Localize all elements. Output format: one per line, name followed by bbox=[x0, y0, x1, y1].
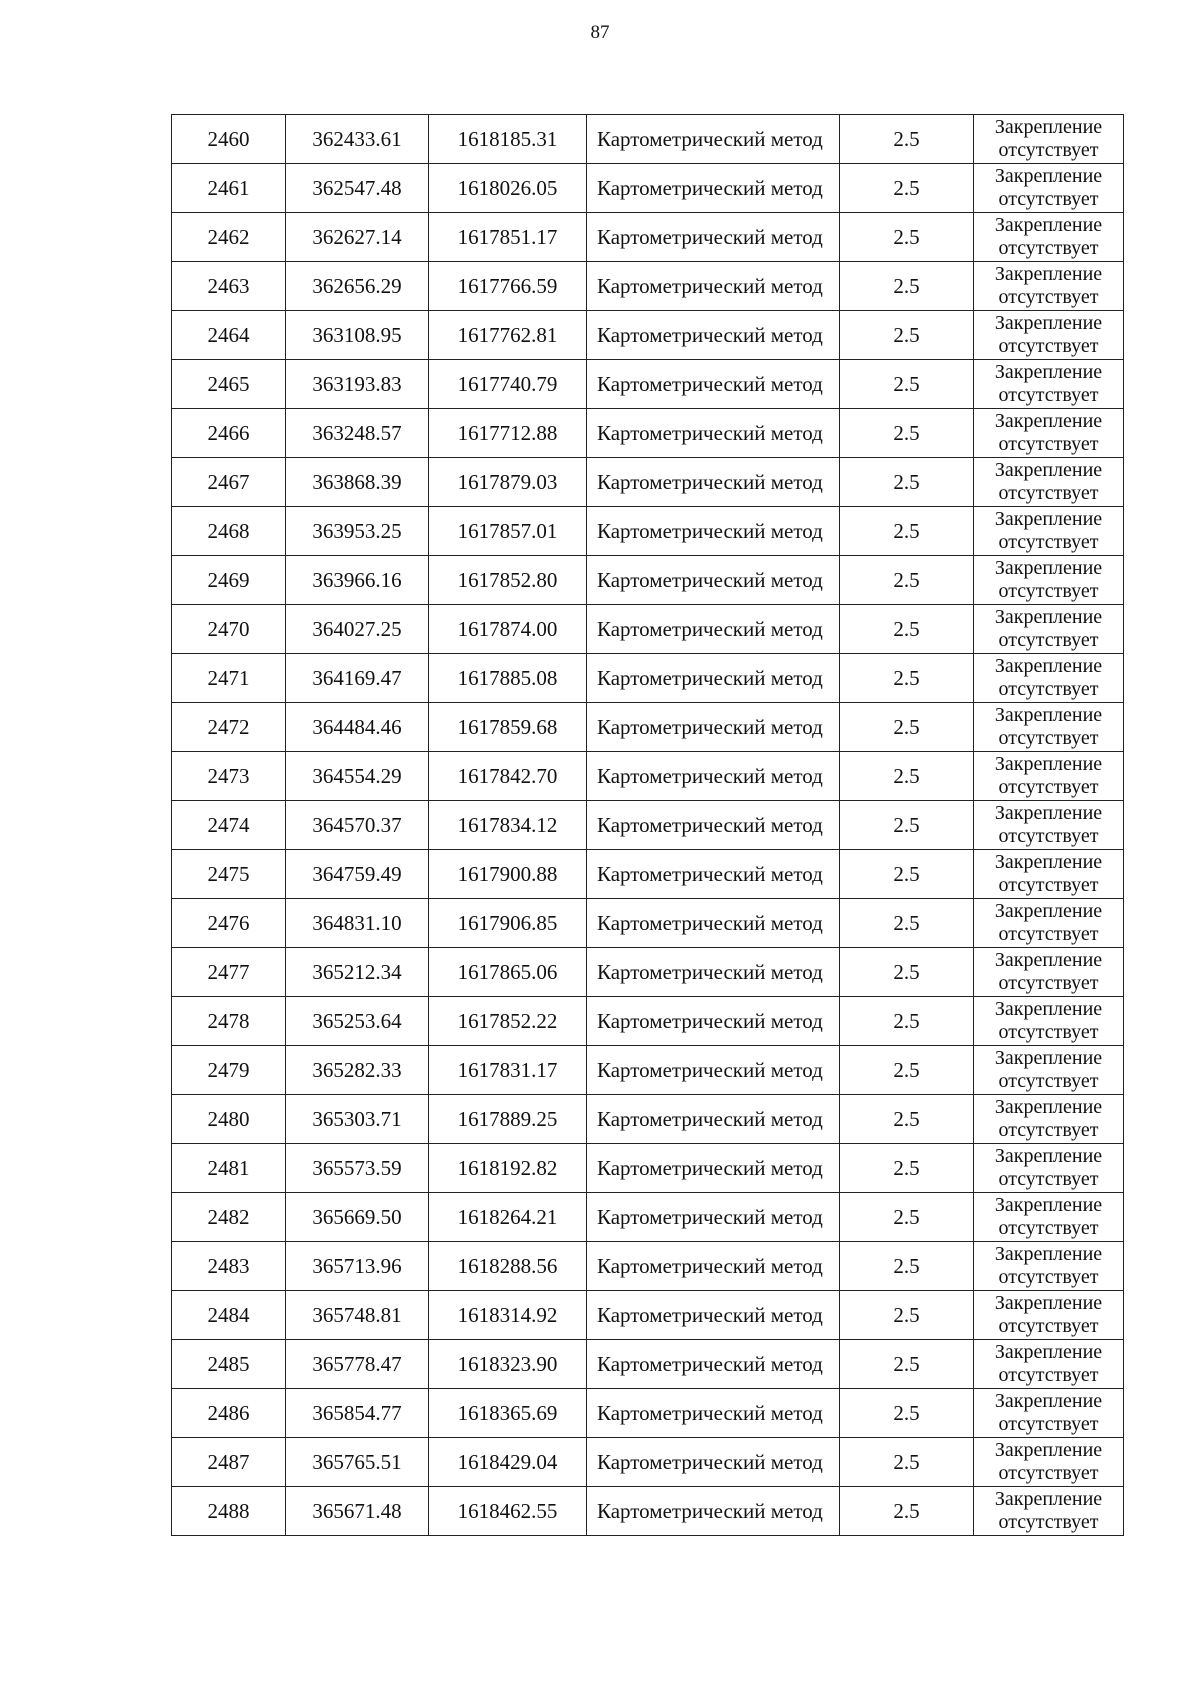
method-cell: Картометрический метод bbox=[587, 1389, 840, 1438]
point-number-cell: 2463 bbox=[172, 262, 286, 311]
accuracy-cell: 2.5 bbox=[840, 997, 974, 1046]
x-coordinate-cell: 365303.71 bbox=[286, 1095, 429, 1144]
fixation-text: Закрепление bbox=[994, 116, 1103, 138]
fixation-text: отсутствует bbox=[998, 433, 1099, 455]
fixation-text: Закрепление bbox=[994, 1488, 1103, 1510]
point-number-cell: 2468 bbox=[172, 507, 286, 556]
y-coordinate-cell: 1617831.17 bbox=[429, 1046, 587, 1095]
table-row bbox=[172, 948, 1124, 997]
x-coordinate-cell: 363248.57 bbox=[286, 409, 429, 458]
method-cell: Картометрический метод bbox=[587, 801, 840, 850]
accuracy-cell: 2.5 bbox=[840, 213, 974, 262]
method-cell: Картометрический метод bbox=[587, 360, 840, 409]
method-cell: Картометрический метод bbox=[587, 164, 840, 213]
y-coordinate-cell: 1617852.22 bbox=[429, 997, 587, 1046]
fixation-text: Закрепление bbox=[994, 214, 1103, 236]
table-row bbox=[172, 1242, 1124, 1291]
fixation-cell bbox=[974, 556, 1124, 605]
x-coordinate-cell: 364570.37 bbox=[286, 801, 429, 850]
table-row bbox=[172, 1144, 1124, 1193]
point-number-cell: 2476 bbox=[172, 899, 286, 948]
table-row bbox=[172, 801, 1124, 850]
point-number-cell: 2485 bbox=[172, 1340, 286, 1389]
y-coordinate-cell: 1617842.70 bbox=[429, 752, 587, 801]
fixation-cell bbox=[974, 1291, 1124, 1340]
y-coordinate-cell: 1618314.92 bbox=[429, 1291, 587, 1340]
y-coordinate-cell: 1617865.06 bbox=[429, 948, 587, 997]
x-coordinate-cell: 362433.61 bbox=[286, 115, 429, 164]
y-coordinate-cell: 1617874.00 bbox=[429, 605, 587, 654]
fixation-cell bbox=[974, 507, 1124, 556]
x-coordinate-cell: 362547.48 bbox=[286, 164, 429, 213]
y-coordinate-cell: 1617906.85 bbox=[429, 899, 587, 948]
accuracy-cell: 2.5 bbox=[840, 605, 974, 654]
accuracy-cell: 2.5 bbox=[840, 115, 974, 164]
y-coordinate-cell: 1618365.69 bbox=[429, 1389, 587, 1438]
fixation-text: отсутствует bbox=[998, 825, 1099, 847]
accuracy-cell: 2.5 bbox=[840, 1046, 974, 1095]
x-coordinate-cell: 362656.29 bbox=[286, 262, 429, 311]
fixation-cell bbox=[974, 1242, 1124, 1291]
fixation-text: Закрепление bbox=[994, 508, 1103, 530]
y-coordinate-cell: 1617852.80 bbox=[429, 556, 587, 605]
accuracy-cell: 2.5 bbox=[840, 899, 974, 948]
table-row bbox=[172, 605, 1124, 654]
fixation-text: Закрепление bbox=[994, 1047, 1103, 1069]
fixation-text: отсутствует bbox=[998, 776, 1099, 798]
fixation-text: Закрепление bbox=[994, 1292, 1103, 1314]
fixation-text: Закрепление bbox=[994, 1194, 1103, 1216]
accuracy-cell: 2.5 bbox=[840, 850, 974, 899]
accuracy-cell: 2.5 bbox=[840, 409, 974, 458]
fixation-text: Закрепление bbox=[994, 606, 1103, 628]
accuracy-cell: 2.5 bbox=[840, 1095, 974, 1144]
x-coordinate-cell: 363966.16 bbox=[286, 556, 429, 605]
method-cell: Картометрический метод bbox=[587, 654, 840, 703]
table-row bbox=[172, 115, 1124, 164]
fixation-cell bbox=[974, 1438, 1124, 1487]
method-cell: Картометрический метод bbox=[587, 1487, 840, 1536]
method-cell: Картометрический метод bbox=[587, 1291, 840, 1340]
fixation-text: отсутствует bbox=[998, 923, 1099, 945]
method-cell: Картометрический метод bbox=[587, 409, 840, 458]
fixation-cell bbox=[974, 262, 1124, 311]
accuracy-cell: 2.5 bbox=[840, 948, 974, 997]
y-coordinate-cell: 1618462.55 bbox=[429, 1487, 587, 1536]
method-cell: Картометрический метод bbox=[587, 311, 840, 360]
table-row bbox=[172, 1340, 1124, 1389]
fixation-text: отсутствует bbox=[998, 1070, 1099, 1092]
fixation-text: отсутствует bbox=[998, 1413, 1099, 1435]
fixation-text: отсутствует bbox=[998, 1119, 1099, 1141]
y-coordinate-cell: 1617859.68 bbox=[429, 703, 587, 752]
point-number-cell: 2483 bbox=[172, 1242, 286, 1291]
page-number: 87 bbox=[590, 22, 610, 43]
fixation-text: Закрепление bbox=[994, 410, 1103, 432]
fixation-text: Закрепление bbox=[994, 1390, 1103, 1412]
point-number-cell: 2461 bbox=[172, 164, 286, 213]
fixation-cell bbox=[974, 752, 1124, 801]
y-coordinate-cell: 1618429.04 bbox=[429, 1438, 587, 1487]
fixation-text: отсутствует bbox=[998, 531, 1099, 553]
point-number-cell: 2471 bbox=[172, 654, 286, 703]
fixation-text: Закрепление bbox=[994, 998, 1103, 1020]
fixation-text: отсутствует bbox=[998, 188, 1099, 210]
x-coordinate-cell: 364831.10 bbox=[286, 899, 429, 948]
method-cell: Картометрический метод bbox=[587, 605, 840, 654]
table-row bbox=[172, 1291, 1124, 1340]
accuracy-cell: 2.5 bbox=[840, 507, 974, 556]
method-cell: Картометрический метод bbox=[587, 752, 840, 801]
fixation-cell bbox=[974, 164, 1124, 213]
fixation-text: Закрепление bbox=[994, 753, 1103, 775]
point-number-cell: 2462 bbox=[172, 213, 286, 262]
fixation-text: отсутствует bbox=[998, 1511, 1099, 1533]
method-cell: Картометрический метод bbox=[587, 850, 840, 899]
fixation-cell bbox=[974, 311, 1124, 360]
fixation-text: отсутствует bbox=[998, 1462, 1099, 1484]
point-number-cell: 2465 bbox=[172, 360, 286, 409]
y-coordinate-cell: 1618288.56 bbox=[429, 1242, 587, 1291]
y-coordinate-cell: 1617885.08 bbox=[429, 654, 587, 703]
fixation-text: Закрепление bbox=[994, 557, 1103, 579]
table-row bbox=[172, 752, 1124, 801]
table-row bbox=[172, 409, 1124, 458]
accuracy-cell: 2.5 bbox=[840, 458, 974, 507]
method-cell: Картометрический метод bbox=[587, 1046, 840, 1095]
fixation-text: отсутствует bbox=[998, 482, 1099, 504]
fixation-cell bbox=[974, 360, 1124, 409]
x-coordinate-cell: 364169.47 bbox=[286, 654, 429, 703]
accuracy-cell: 2.5 bbox=[840, 654, 974, 703]
fixation-text: отсутствует bbox=[998, 580, 1099, 602]
x-coordinate-cell: 365854.77 bbox=[286, 1389, 429, 1438]
accuracy-cell: 2.5 bbox=[840, 311, 974, 360]
table-row bbox=[172, 899, 1124, 948]
y-coordinate-cell: 1618185.31 bbox=[429, 115, 587, 164]
accuracy-cell: 2.5 bbox=[840, 752, 974, 801]
method-cell: Картометрический метод bbox=[587, 948, 840, 997]
fixation-cell bbox=[974, 409, 1124, 458]
fixation-text: Закрепление bbox=[994, 949, 1103, 971]
x-coordinate-cell: 364759.49 bbox=[286, 850, 429, 899]
method-cell: Картометрический метод bbox=[587, 507, 840, 556]
fixation-cell bbox=[974, 1487, 1124, 1536]
y-coordinate-cell: 1618192.82 bbox=[429, 1144, 587, 1193]
method-cell: Картометрический метод bbox=[587, 1340, 840, 1389]
x-coordinate-cell: 365671.48 bbox=[286, 1487, 429, 1536]
accuracy-cell: 2.5 bbox=[840, 164, 974, 213]
fixation-text: Закрепление bbox=[994, 655, 1103, 677]
x-coordinate-cell: 365253.64 bbox=[286, 997, 429, 1046]
point-number-cell: 2478 bbox=[172, 997, 286, 1046]
accuracy-cell: 2.5 bbox=[840, 1340, 974, 1389]
x-coordinate-cell: 364554.29 bbox=[286, 752, 429, 801]
y-coordinate-cell: 1618026.05 bbox=[429, 164, 587, 213]
fixation-text: отсутствует bbox=[998, 874, 1099, 896]
table-row bbox=[172, 654, 1124, 703]
method-cell: Картометрический метод bbox=[587, 1095, 840, 1144]
point-number-cell: 2480 bbox=[172, 1095, 286, 1144]
accuracy-cell: 2.5 bbox=[840, 1438, 974, 1487]
accuracy-cell: 2.5 bbox=[840, 1487, 974, 1536]
fixation-text: отсутствует bbox=[998, 286, 1099, 308]
point-number-cell: 2487 bbox=[172, 1438, 286, 1487]
fixation-text: Закрепление bbox=[994, 165, 1103, 187]
accuracy-cell: 2.5 bbox=[840, 1389, 974, 1438]
method-cell: Картометрический метод bbox=[587, 1193, 840, 1242]
x-coordinate-cell: 363953.25 bbox=[286, 507, 429, 556]
fixation-text: отсутствует bbox=[998, 237, 1099, 259]
point-number-cell: 2488 bbox=[172, 1487, 286, 1536]
fixation-cell bbox=[974, 948, 1124, 997]
fixation-text: Закрепление bbox=[994, 459, 1103, 481]
coordinates-table bbox=[171, 114, 1124, 1536]
fixation-cell bbox=[974, 899, 1124, 948]
x-coordinate-cell: 365573.59 bbox=[286, 1144, 429, 1193]
fixation-cell bbox=[974, 1340, 1124, 1389]
accuracy-cell: 2.5 bbox=[840, 1193, 974, 1242]
coordinates-table-body bbox=[172, 115, 1124, 1536]
x-coordinate-cell: 363108.95 bbox=[286, 311, 429, 360]
y-coordinate-cell: 1617762.81 bbox=[429, 311, 587, 360]
method-cell: Картометрический метод bbox=[587, 1242, 840, 1291]
accuracy-cell: 2.5 bbox=[840, 1291, 974, 1340]
fixation-text: Закрепление bbox=[994, 900, 1103, 922]
fixation-text: Закрепление bbox=[994, 1341, 1103, 1363]
table-row bbox=[172, 164, 1124, 213]
fixation-cell bbox=[974, 1193, 1124, 1242]
fixation-text: Закрепление bbox=[994, 704, 1103, 726]
point-number-cell: 2475 bbox=[172, 850, 286, 899]
fixation-cell bbox=[974, 654, 1124, 703]
x-coordinate-cell: 365765.51 bbox=[286, 1438, 429, 1487]
accuracy-cell: 2.5 bbox=[840, 1144, 974, 1193]
point-number-cell: 2464 bbox=[172, 311, 286, 360]
table-row bbox=[172, 311, 1124, 360]
x-coordinate-cell: 364484.46 bbox=[286, 703, 429, 752]
method-cell: Картометрический метод bbox=[587, 997, 840, 1046]
fixation-text: отсутствует bbox=[998, 384, 1099, 406]
accuracy-cell: 2.5 bbox=[840, 1242, 974, 1291]
fixation-text: Закрепление bbox=[994, 263, 1103, 285]
x-coordinate-cell: 362627.14 bbox=[286, 213, 429, 262]
fixation-text: отсутствует bbox=[998, 335, 1099, 357]
fixation-text: отсутствует bbox=[998, 678, 1099, 700]
fixation-cell bbox=[974, 703, 1124, 752]
fixation-cell bbox=[974, 801, 1124, 850]
x-coordinate-cell: 364027.25 bbox=[286, 605, 429, 654]
y-coordinate-cell: 1618323.90 bbox=[429, 1340, 587, 1389]
fixation-text: Закрепление bbox=[994, 312, 1103, 334]
table-row bbox=[172, 213, 1124, 262]
x-coordinate-cell: 365713.96 bbox=[286, 1242, 429, 1291]
fixation-text: отсутствует bbox=[998, 1021, 1099, 1043]
y-coordinate-cell: 1617879.03 bbox=[429, 458, 587, 507]
table-row bbox=[172, 997, 1124, 1046]
table-row bbox=[172, 1487, 1124, 1536]
y-coordinate-cell: 1617900.88 bbox=[429, 850, 587, 899]
fixation-text: отсутствует bbox=[998, 972, 1099, 994]
fixation-cell bbox=[974, 213, 1124, 262]
point-number-cell: 2482 bbox=[172, 1193, 286, 1242]
x-coordinate-cell: 363193.83 bbox=[286, 360, 429, 409]
y-coordinate-cell: 1617857.01 bbox=[429, 507, 587, 556]
fixation-cell bbox=[974, 115, 1124, 164]
point-number-cell: 2460 bbox=[172, 115, 286, 164]
table-row bbox=[172, 507, 1124, 556]
point-number-cell: 2474 bbox=[172, 801, 286, 850]
accuracy-cell: 2.5 bbox=[840, 360, 974, 409]
fixation-text: отсутствует bbox=[998, 629, 1099, 651]
table-row bbox=[172, 1046, 1124, 1095]
point-number-cell: 2481 bbox=[172, 1144, 286, 1193]
table-row bbox=[172, 703, 1124, 752]
table-row bbox=[172, 1438, 1124, 1487]
y-coordinate-cell: 1617851.17 bbox=[429, 213, 587, 262]
point-number-cell: 2472 bbox=[172, 703, 286, 752]
y-coordinate-cell: 1617766.59 bbox=[429, 262, 587, 311]
fixation-cell bbox=[974, 458, 1124, 507]
point-number-cell: 2467 bbox=[172, 458, 286, 507]
fixation-cell bbox=[974, 997, 1124, 1046]
y-coordinate-cell: 1618264.21 bbox=[429, 1193, 587, 1242]
fixation-text: отсутствует bbox=[998, 1217, 1099, 1239]
point-number-cell: 2469 bbox=[172, 556, 286, 605]
fixation-cell bbox=[974, 1389, 1124, 1438]
table-row bbox=[172, 850, 1124, 899]
accuracy-cell: 2.5 bbox=[840, 801, 974, 850]
method-cell: Картометрический метод bbox=[587, 1144, 840, 1193]
method-cell: Картометрический метод bbox=[587, 703, 840, 752]
method-cell: Картометрический метод bbox=[587, 213, 840, 262]
fixation-text: Закрепление bbox=[994, 1096, 1103, 1118]
accuracy-cell: 2.5 bbox=[840, 556, 974, 605]
table-row bbox=[172, 262, 1124, 311]
table-row bbox=[172, 458, 1124, 507]
table-row bbox=[172, 556, 1124, 605]
fixation-text: Закрепление bbox=[994, 802, 1103, 824]
fixation-text: Закрепление bbox=[994, 1145, 1103, 1167]
x-coordinate-cell: 365212.34 bbox=[286, 948, 429, 997]
x-coordinate-cell: 365778.47 bbox=[286, 1340, 429, 1389]
x-coordinate-cell: 365669.50 bbox=[286, 1193, 429, 1242]
fixation-cell bbox=[974, 850, 1124, 899]
fixation-text: Закрепление bbox=[994, 361, 1103, 383]
fixation-text: Закрепление bbox=[994, 1439, 1103, 1461]
table-row bbox=[172, 1095, 1124, 1144]
table-row bbox=[172, 1389, 1124, 1438]
fixation-cell bbox=[974, 1144, 1124, 1193]
point-number-cell: 2473 bbox=[172, 752, 286, 801]
table-row bbox=[172, 1193, 1124, 1242]
fixation-cell bbox=[974, 1046, 1124, 1095]
point-number-cell: 2486 bbox=[172, 1389, 286, 1438]
x-coordinate-cell: 365282.33 bbox=[286, 1046, 429, 1095]
method-cell: Картометрический метод bbox=[587, 1438, 840, 1487]
fixation-text: отсутствует bbox=[998, 139, 1099, 161]
accuracy-cell: 2.5 bbox=[840, 262, 974, 311]
y-coordinate-cell: 1617889.25 bbox=[429, 1095, 587, 1144]
fixation-cell bbox=[974, 1095, 1124, 1144]
x-coordinate-cell: 363868.39 bbox=[286, 458, 429, 507]
fixation-text: отсутствует bbox=[998, 1364, 1099, 1386]
y-coordinate-cell: 1617740.79 bbox=[429, 360, 587, 409]
method-cell: Картометрический метод bbox=[587, 262, 840, 311]
fixation-text: Закрепление bbox=[994, 851, 1103, 873]
point-number-cell: 2477 bbox=[172, 948, 286, 997]
point-number-cell: 2470 bbox=[172, 605, 286, 654]
point-number-cell: 2484 bbox=[172, 1291, 286, 1340]
method-cell: Картометрический метод bbox=[587, 556, 840, 605]
method-cell: Картометрический метод bbox=[587, 115, 840, 164]
table-row bbox=[172, 360, 1124, 409]
fixation-text: отсутствует bbox=[998, 1168, 1099, 1190]
y-coordinate-cell: 1617712.88 bbox=[429, 409, 587, 458]
accuracy-cell: 2.5 bbox=[840, 703, 974, 752]
fixation-text: Закрепление bbox=[994, 1243, 1103, 1265]
point-number-cell: 2479 bbox=[172, 1046, 286, 1095]
x-coordinate-cell: 365748.81 bbox=[286, 1291, 429, 1340]
method-cell: Картометрический метод bbox=[587, 458, 840, 507]
method-cell: Картометрический метод bbox=[587, 899, 840, 948]
fixation-text: отсутствует bbox=[998, 727, 1099, 749]
y-coordinate-cell: 1617834.12 bbox=[429, 801, 587, 850]
fixation-text: отсутствует bbox=[998, 1266, 1099, 1288]
fixation-cell bbox=[974, 605, 1124, 654]
fixation-text: отсутствует bbox=[998, 1315, 1099, 1337]
point-number-cell: 2466 bbox=[172, 409, 286, 458]
